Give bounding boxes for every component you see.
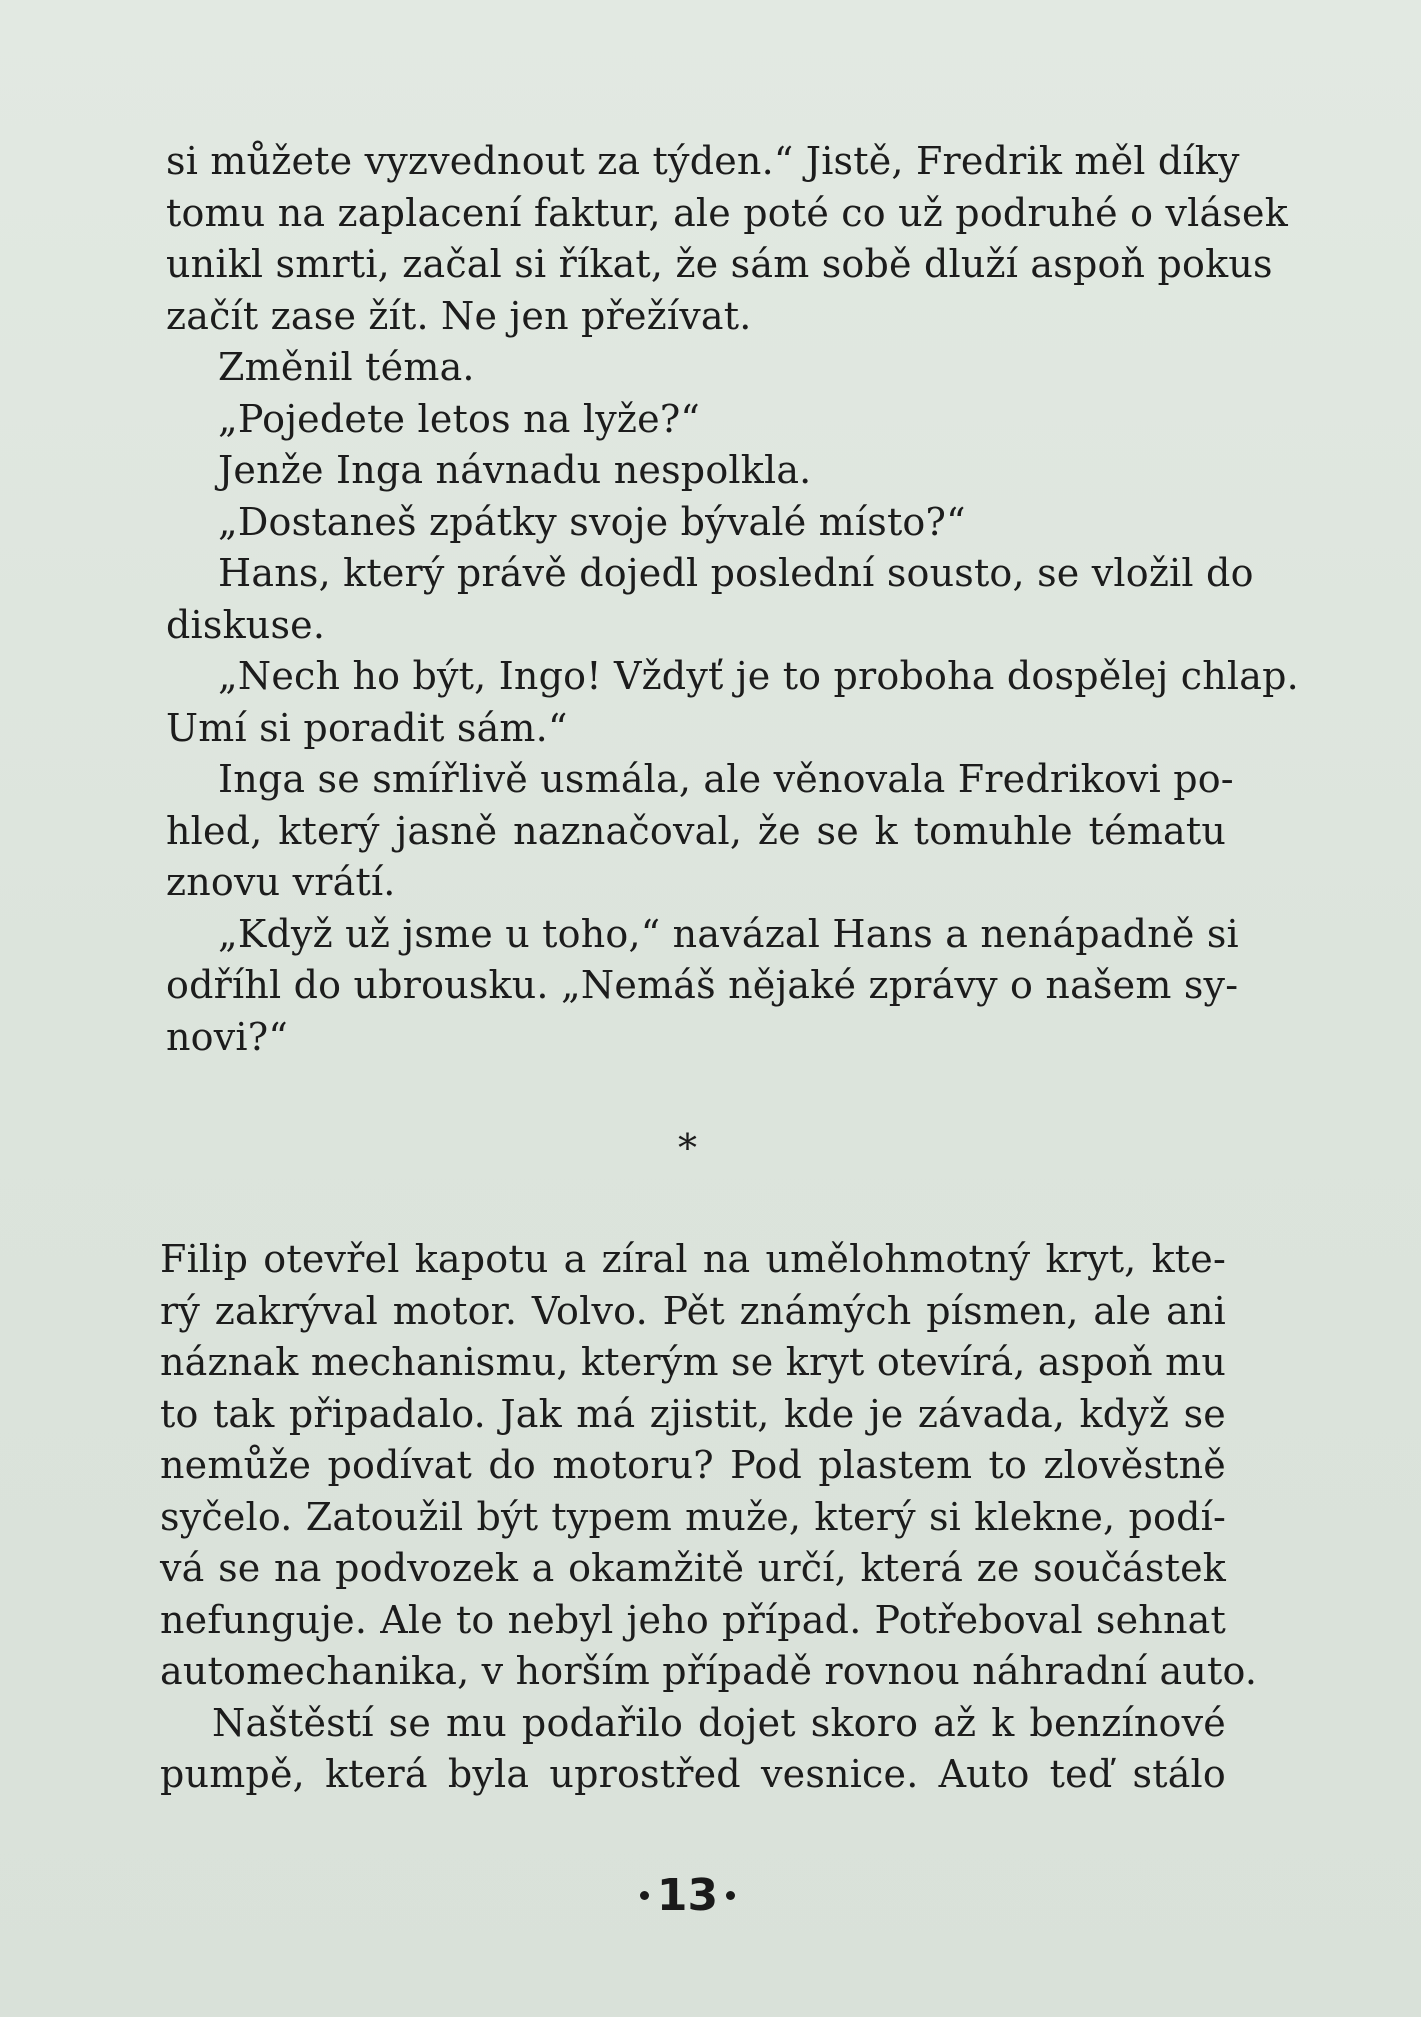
section-separator: * <box>678 1126 697 1170</box>
text-line: nemůže podívat do motoru? Pod plastem to zlověstně <box>160 1443 1226 1487</box>
text-line: znovu vrátí. <box>166 860 396 904</box>
text-section-2 <box>160 1234 1258 1801</box>
text-line: „Pojedete letos na lyže?“ <box>218 396 701 441</box>
text-section-1 <box>166 136 1299 1063</box>
text-line: vá se na podvozek a okamžitě určí, která ze součástek <box>160 1546 1226 1590</box>
text-line: Jenže Inga návnadu nespolkla. <box>218 448 812 492</box>
text-line: si můžete vyzvednout za týden.“ Jistě, Fredrik měl díky <box>166 139 1240 183</box>
text-line: unikl smrti, začal si říkat, že sám sobě dluží aspoň pokus <box>166 242 1273 286</box>
text-line: to tak připadalo. Jak má zjistit, kde je závada, když se <box>160 1391 1226 1436</box>
text-line: Změnil téma. <box>218 345 475 389</box>
text-line: náznak mechanismu, kterým se kryt otevírá, aspoň mu <box>160 1340 1226 1384</box>
text-line: „Nech ho být, Ingo! Vždyť je to proboha dospělej chlap. <box>218 654 1299 698</box>
text-line: začít zase žít. Ne jen přežívat. <box>166 293 752 338</box>
text-line: diskuse. <box>166 602 326 647</box>
text-line: pumpě, která byla uprostřed vesnice. Auto teď stálo <box>160 1752 1226 1796</box>
text-line: „Dostaneš zpátky svoje bývalé místo?“ <box>218 499 966 544</box>
text-line: novi?“ <box>166 1014 288 1059</box>
text-line: automechanika, v horším případě rovnou náhradní auto. <box>160 1649 1258 1693</box>
text-line: nefunguje. Ale to nebyl jeho případ. Potřeboval sehnat <box>160 1597 1226 1642</box>
page-number <box>0 1870 1375 1921</box>
text-line: hled, který jasně naznačoval, že se k tomuhle tématu <box>166 808 1226 853</box>
text-line: Umí si poradit sám.“ <box>166 705 568 750</box>
text-line: Naštěstí se mu podařilo dojet skoro až k benzínové <box>212 1700 1226 1745</box>
text-line: syčelo. Zatoužil být typem muže, který si klekne, podí- <box>160 1494 1226 1539</box>
text-line: „Když už jsme u toho,“ navázal Hans a nenápadně si <box>218 911 1239 956</box>
page-number-value: 13 <box>656 1870 719 1921</box>
text-line: odříhl do ubrousku. „Nemáš nějaké zprávy o našem sy- <box>166 963 1239 1007</box>
page-number-dot-right <box>726 1891 735 1900</box>
text-line: Hans, který právě dojedl poslední sousto, se vložil do <box>218 551 1254 595</box>
text-line: tomu na zaplacení faktur, ale poté co už podruhé o vlásek <box>166 190 1288 235</box>
text-line: Inga se smířlivě usmála, ale věnovala Fredrikovi po- <box>218 757 1234 801</box>
page-number-dot-left <box>640 1891 649 1900</box>
text-line: rý zakrýval motor. Volvo. Pět známých písmen, ale ani <box>160 1288 1226 1333</box>
text-line: Filip otevřel kapotu a zíral na umělohmotný kryt, kte- <box>160 1237 1226 1281</box>
